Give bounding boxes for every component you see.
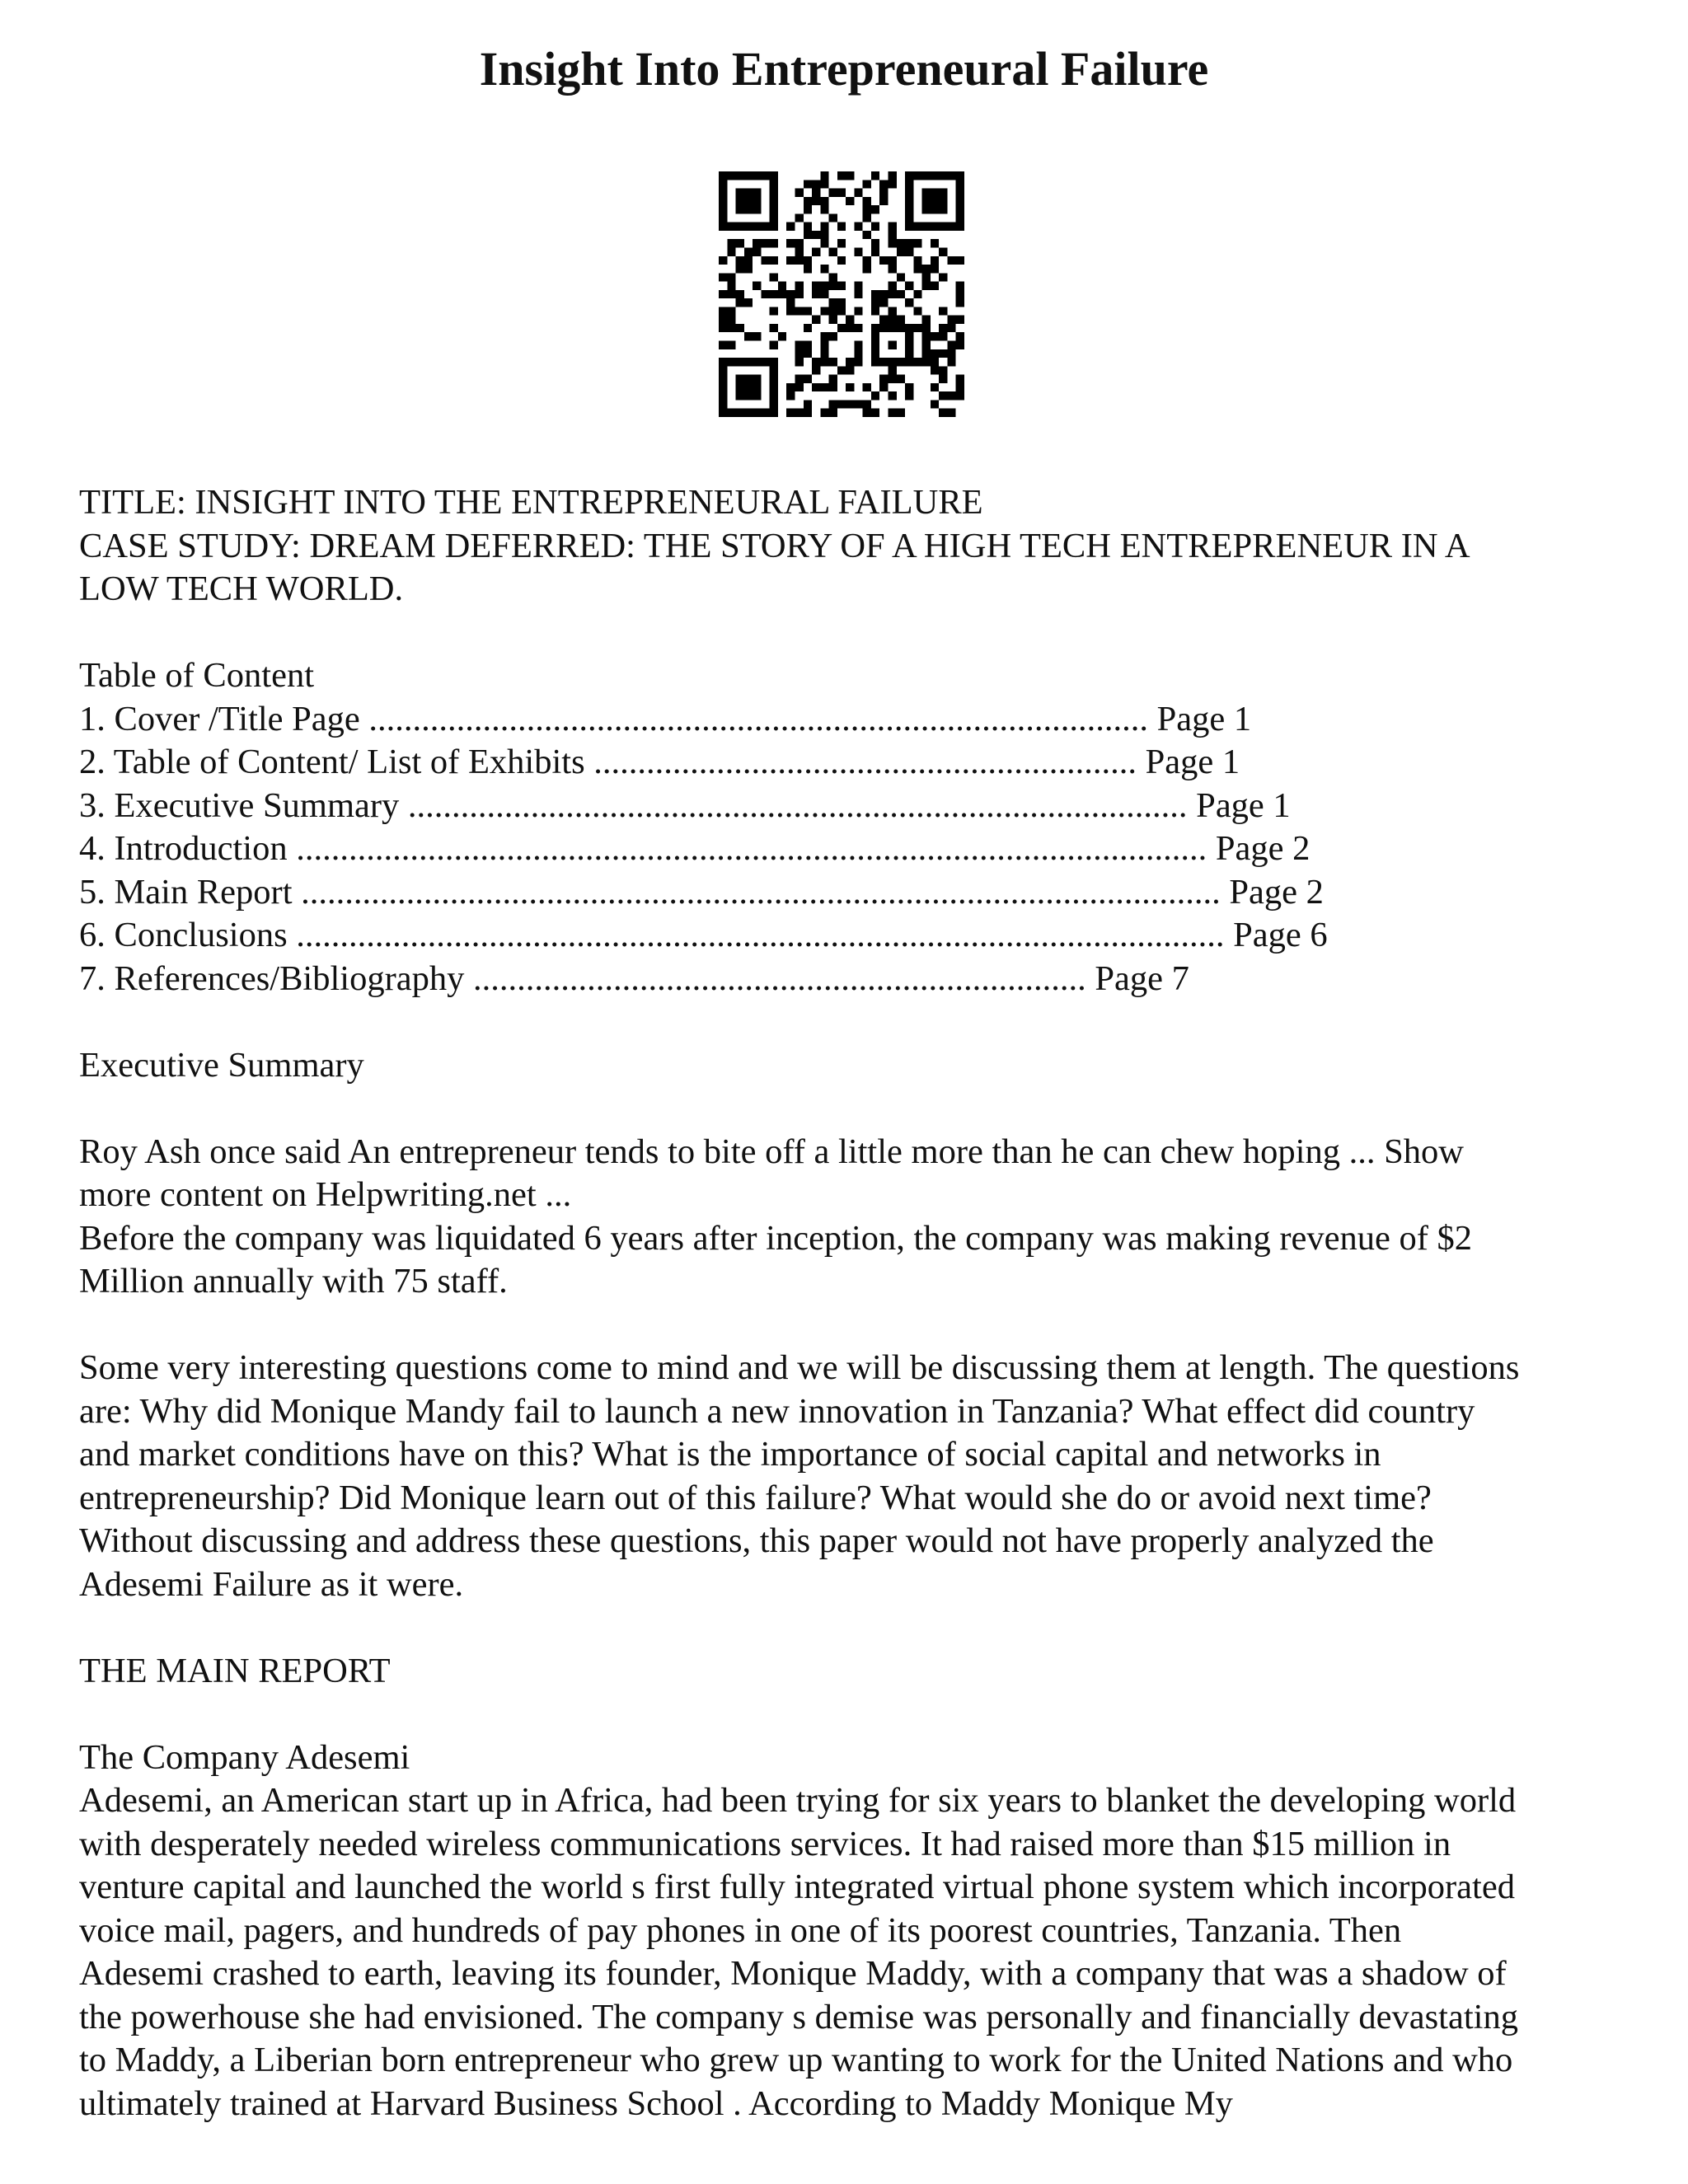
executive-summary-heading: Executive Summary xyxy=(79,1045,364,1085)
toc-row: 2. Table of Content/ List of Exhibits .............................................................. Page 1 xyxy=(79,743,1240,781)
toc-row: 3. Executive Summary ......................................................................................... Page 1 xyxy=(79,785,1291,825)
paragraph-line: to Maddy, a Liberian born entrepreneur who grew up wanting to work for the United Nations and who xyxy=(79,2041,1513,2079)
toc-row: 6. Conclusions .......................................................................................................... Page 6 xyxy=(79,916,1328,954)
case-study-line: CASE STUDY: DREAM DEFERRED: THE STORY OF A HIGH TECH ENTREPRENEUR IN A xyxy=(79,526,1470,565)
paragraph-line: with desperately needed wireless communications services. It had raised more than $15 million in xyxy=(79,1824,1451,1863)
qr-code xyxy=(719,171,964,417)
main-report-heading: THE MAIN REPORT xyxy=(79,1651,391,1690)
toc-row: 4. Introduction ........................................................................................................ Page 2 xyxy=(79,829,1311,868)
toc-row: 5. Main Report ......................................................................................................... Page 2 xyxy=(79,872,1324,912)
paragraph-line: and market conditions have on this? What is the importance of social capital and networks in xyxy=(79,1435,1381,1474)
toc-row: 7. References/Bibliography ...................................................................... Page 7 xyxy=(79,958,1189,998)
case-study-line-cont: LOW TECH WORLD. xyxy=(79,569,404,608)
paragraph-line: entrepreneurship? Did Monique learn out of this failure? What would she do or avoid next time? xyxy=(79,1478,1432,1517)
paragraph-line: Without discussing and address these questions, this paper would not have properly analyzed the xyxy=(79,1521,1434,1560)
paragraph-line: Roy Ash once said An entrepreneur tends to bite off a little more than he can chew hoping ... Show xyxy=(79,1132,1464,1171)
paragraph-line: ultimately trained at Harvard Business School . According to Maddy Monique My xyxy=(79,2083,1233,2123)
paragraph-line: more content on Helpwriting.net ... xyxy=(79,1175,572,1214)
paragraph-line: venture capital and launched the world s first fully integrated virtual phone system which incorporated xyxy=(79,1868,1515,1906)
paragraph-line: are: Why did Monique Mandy fail to launch a new innovation in Tanzania? What effect did country xyxy=(79,1391,1475,1431)
title-line: TITLE: INSIGHT INTO THE ENTREPRENEURAL FAILURE xyxy=(79,483,983,522)
paragraph-line: Some very interesting questions come to mind and we will be discussing them at length. The questions xyxy=(79,1348,1520,1387)
toc-heading: Table of Content xyxy=(79,656,315,695)
paragraph-line: Adesemi, an American start up in Africa, had been trying for six years to blanket the developing world xyxy=(79,1781,1517,1820)
paragraph-line: Adesemi Failure as it were. xyxy=(79,1564,464,1604)
paragraph-line: voice mail, pagers, and hundreds of pay phones in one of its poorest countries, Tanzania. Then xyxy=(79,1910,1402,1950)
paragraph-line: Adesemi crashed to earth, leaving its founder, Monique Maddy, with a company that was a shadow of xyxy=(79,1954,1507,1993)
paragraph-line: Million annually with 75 staff. xyxy=(79,1262,508,1301)
paragraph-line: the powerhouse she had envisioned. The company s demise was personally and financially devastating xyxy=(79,1997,1518,2036)
paragraph-line: Before the company was liquidated 6 years after inception, the company was making revenue of $2 xyxy=(79,1218,1472,1258)
document-title: Insight Into Entrepreneural Failure xyxy=(479,42,1209,96)
toc-row: 1. Cover /Title Page ......................................................................................... Page 1 xyxy=(79,699,1252,738)
document-body xyxy=(79,481,1645,2125)
company-subheading: The Company Adesemi xyxy=(79,1737,410,1777)
